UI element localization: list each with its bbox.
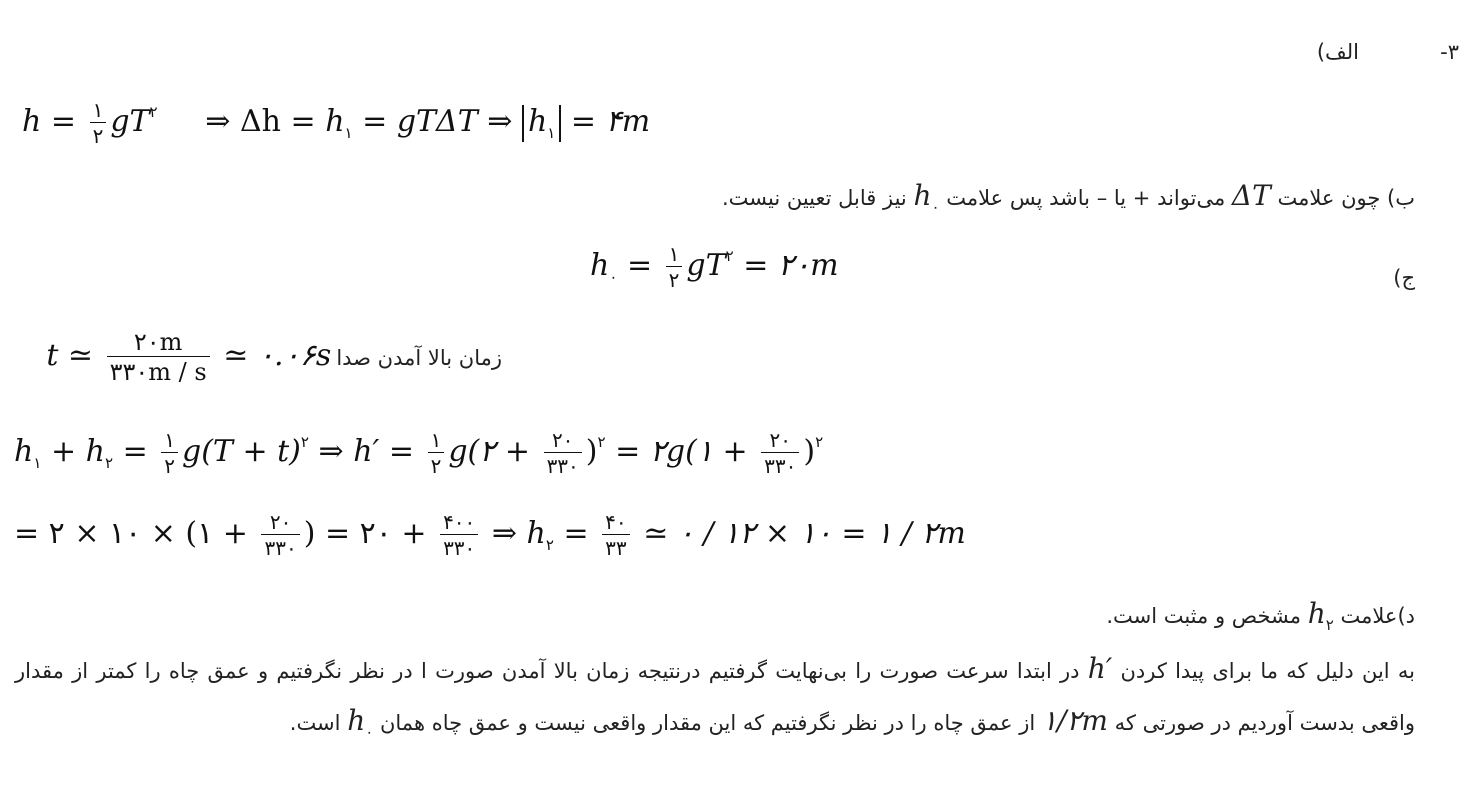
equation-total-depth: $h_۱ + h_۲$ = $\frac{۱}{۲}$ $g(T + t)^۲$ ⇒ h′ = $\frac{۱}{۲}$ g(۲ + $\frac{۲۰}{۳۳۰}$ )$^۲$ = ۲g(۱ + $\frac{۲۰}{۳۳۰}$ )$^۲$ [14,428,824,478]
sound-time-line: زمان بالا آمدن صدا t ≃ $\frac{۲۰m}{۳۳۰m / s}$ ≃ ۰.۰۶s [46,328,502,386]
explanation-paragraph: به این دلیل که ما برای پیدا کردن h′ در ابتدا سرعت صورت را بی‌نهایت گرفتیم درنتیجه زمان بالا آمدن صورت ا در نظر نگرفتیم و عمق چاه را کمتر از مقدار واقعی بدست آوردیم در صورتی که ۱/۲m از عمق چاه را در نظر نگرفتیم که این مقدار واقعی نیست و عمق چاه همان $h_۰$ است. [15,652,1415,741]
question-number: ۳- [1440,40,1459,64]
part-d-text: د)علامت $h_۲$ مشخص و مثبت است. [1106,597,1415,634]
part-b-text: ب) چون علامت ΔT می‌تواند + یا – باشد پس علامت $h_۰$ نیز قابل تعیین نیست. [721,179,1415,216]
part-c-label: ج) [1393,266,1415,290]
equation-depth: $h_۰$ = $\frac{۱}{۲}$ $gT^۲$ = ۲۰m [590,242,839,292]
equation-h2-result: = ۲ × ۱۰ × (۱ + $\frac{۲۰}{۳۳۰}$ ) = ۲۰ + $\frac{۴۰۰}{۳۳۰}$ ⇒ $h_۲$ = $\frac{۴۰}{۳۳}$ ≃ ۰ / ۱۲ × ۱۰ = ۱ / ۲m [14,510,966,560]
sound-time-label: زمان بالا آمدن صدا [336,346,502,370]
equation-free-fall: h = $\frac{۱}{۲}$ $gT^۲$ ⇒ $\Delta h = h_۱ = gT\Delta T$ ⇒ $h_۱$ = ۴m [22,98,651,148]
part-a-label: الف) [1316,40,1359,64]
